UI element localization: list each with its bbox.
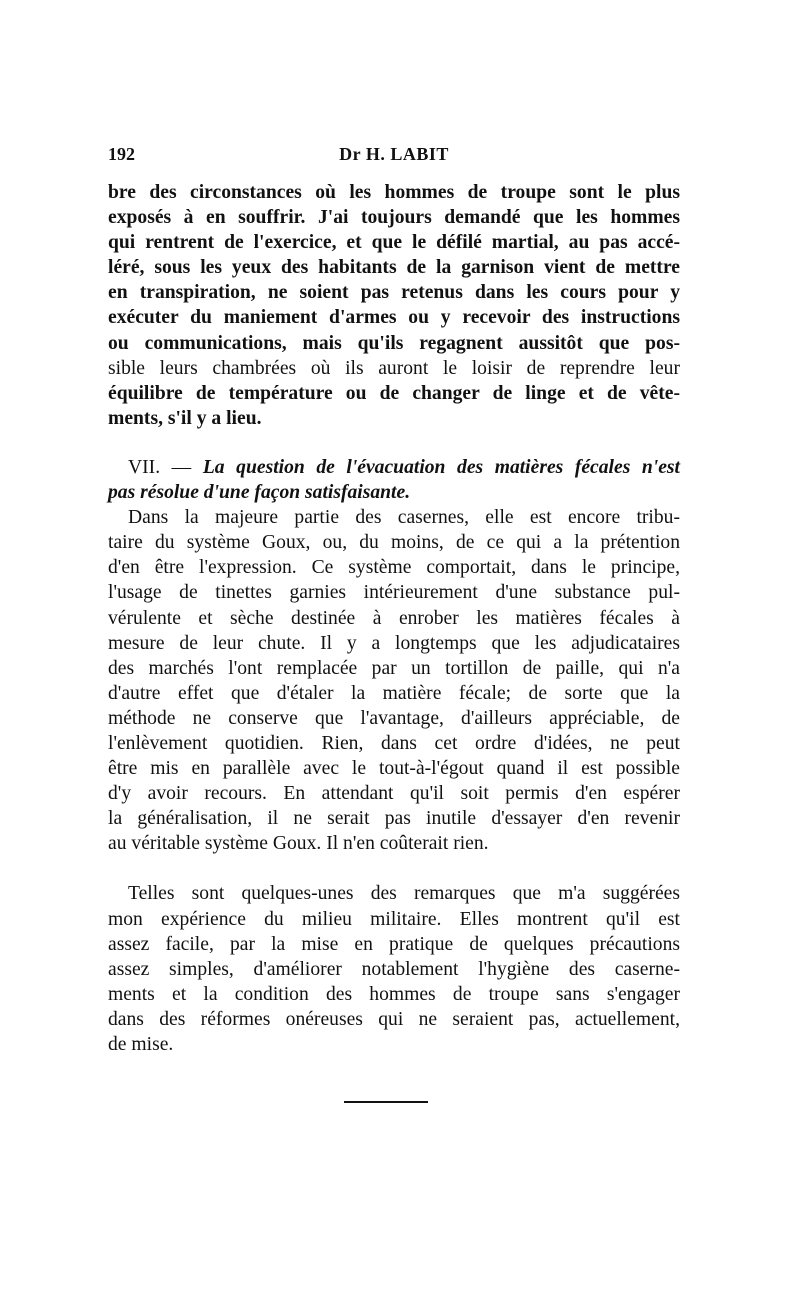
text-line: taire du système Goux, ou, du moins, de ce qui a la prétention [108,532,680,554]
text-line: d'autre effet que d'étaler la matière fécale; de sorte que la [108,682,680,704]
text-line: vérulente et sèche destinée à enrober les matières fécales à [108,607,680,629]
text-line: au véritable système Goux. Il n'en coûterait rien. [108,833,489,855]
text-line: sible leurs chambrées où ils auront le loisir de reprendre leur [108,357,680,379]
text-line: ments, s'il y a lieu. [108,407,262,429]
section-number: VII. — [128,456,192,478]
text-line: des marchés l'ont remplacée par un tortillon de paille, qui n'a [108,657,680,679]
text-line: l'enlèvement quotidien. Rien, dans cet ordre d'idées, ne peut [108,732,680,754]
paragraph-continuation [108,180,680,431]
text-line: Dans la majeure partie des casernes, elle est encore tribu- [128,507,680,529]
section-heading-line: La question de l'évacuation des matières fécales n'est [202,456,680,478]
paragraph-gap [108,431,680,455]
section-heading-line: pas résolue d'une façon satisfaisante. [108,482,411,504]
text-line: équilibre de température ou de changer de linge et de vête- [108,382,680,404]
text-line: exposés à en souffrir. J'ai toujours demandé que les hommes [108,207,680,229]
closing-paragraph [108,881,680,1057]
text-line: de mise. [108,1034,174,1055]
text-line: qui rentrent de l'exercice, et que le défilé martial, au pas accé- [108,232,680,254]
text-line: mon expérience du milieu militaire. Elles montrent qu'il est [108,908,680,930]
text-line: exécuter du maniement d'armes ou y recevoir des instructions [108,307,680,329]
body-text [108,180,680,1057]
end-rule [344,1101,428,1103]
text-line: l'usage de tinettes garnies intérieurement d'une substance pul- [108,582,680,604]
text-line: bre des circonstances où les hommes de troupe sont le plus [108,182,680,203]
text-line: ou communications, mais qu'ils regagnent aussitôt que pos- [108,332,680,354]
paragraph-vii-body [108,505,680,856]
page-number: 192 [108,144,135,164]
text-line: d'y avoir recours. En attendant qu'il soit permis d'en espérer [108,783,680,805]
text-line: mesure de leur chute. Il y a longtemps que les adjudicataires [108,632,680,654]
running-head [108,144,680,170]
text-line: dans des réformes onéreuses qui ne seraient pas, actuellement, [108,1008,680,1030]
text-line: assez simples, d'améliorer notablement l'hygiène des caserne- [108,958,680,980]
text-line: en transpiration, ne soient pas retenus dans les cours pour y [108,282,680,304]
text-line: la généralisation, il ne serait pas inutile d'essayer d'en revenir [108,808,680,830]
text-line: d'en être l'expression. Ce système comportait, dans le principe, [108,557,680,579]
text-line: ments et la condition des hommes de troupe sans s'engager [108,983,680,1005]
running-title: Dr H. LABIT [339,144,449,164]
section-vii-heading [108,455,680,505]
text-line: Telles sont quelques-unes des remarques que m'a suggérées [128,883,680,905]
paragraph-gap [108,856,680,881]
text-line: léré, sous les yeux des habitants de la garnison vient de mettre [108,257,680,279]
text-line: être mis en parallèle avec le tout-à-l'égout quand il est possible [108,758,680,780]
text-line: méthode ne conserve que l'avantage, d'ailleurs appréciable, de [108,707,680,729]
text-line: assez facile, par la mise en pratique de quelques précautions [108,933,680,955]
